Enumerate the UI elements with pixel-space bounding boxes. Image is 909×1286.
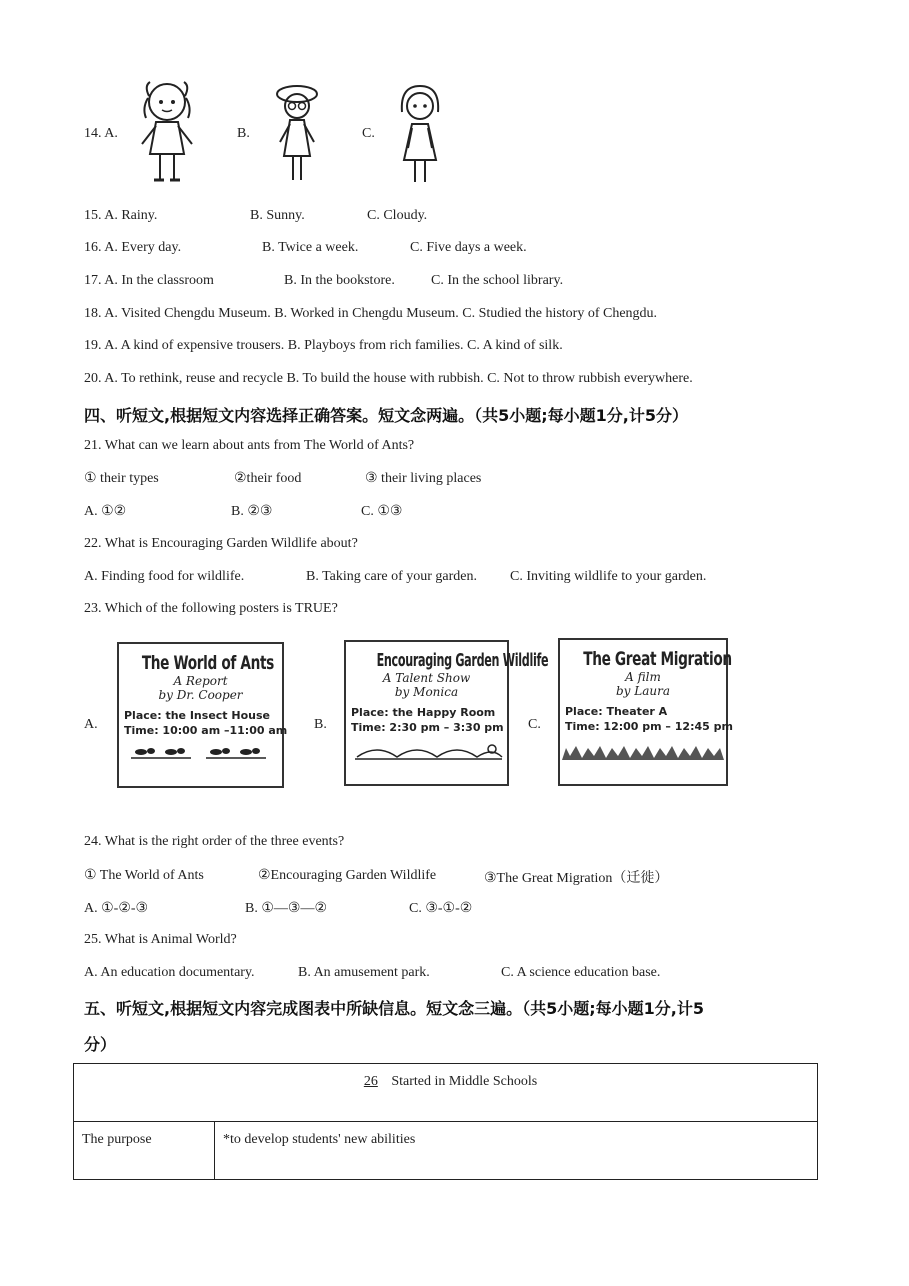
q22-option-c: C. Inviting wildlife to your garden. [510, 569, 707, 584]
q18-line: 18. A. Visited Chengdu Museum. B. Worked in Chengdu Museum. C. Studied the history of Chengdu. [84, 306, 658, 321]
table-title-cell [74, 1064, 818, 1122]
q15-option-b: B. Sunny. [250, 208, 305, 223]
q16-option-c: C. Five days a week. [410, 240, 527, 255]
q16-option-b: B. Twice a week. [262, 240, 359, 255]
garden-decoration-icon [347, 735, 507, 763]
q21-question: 21. What can we learn about ants from The World of Ants? [84, 438, 415, 453]
poster-title: Encouraging Garden Wildlife [376, 650, 549, 671]
q21-item-3: ③ their living places [365, 471, 482, 486]
girl-short-hair-picture [390, 82, 450, 186]
girl-hat-glasses-picture [266, 80, 328, 184]
q24-option-c: C. ③-①-② [409, 901, 473, 916]
poster-author: by Monica [394, 685, 459, 699]
section-4-heading: 四、听短文,根据短文内容选择正确答案。短文念两遍。（共5小题;每小题1分,计5分） [84, 406, 688, 425]
poster-time: Time: 2:30 pm – 3:30 pm [351, 721, 504, 734]
section-5-heading-continued: 分） [84, 1035, 117, 1054]
poster-subtitle: A film [625, 670, 661, 684]
poster-place: Place: Theater A [565, 705, 668, 718]
poster-garden-wildlife [344, 640, 549, 786]
q24-item-2: ②Encouraging Garden Wildlife [258, 868, 437, 883]
q23-option-c: C. [528, 717, 541, 732]
q21-option-c: C. ①③ [361, 504, 403, 519]
q25-question: 25. What is Animal World? [84, 932, 237, 947]
q21-item-1: ① their types [84, 471, 159, 486]
ants-decoration-icon [121, 738, 281, 762]
q24-question: 24. What is the right order of the three events? [84, 834, 345, 849]
q16-option-a: 16. A. Every day. [84, 240, 182, 255]
q17-option-a: 17. A. In the classroom [84, 273, 214, 288]
section-5-heading: 五、听短文,根据短文内容完成图表中所缺信息。短文念三遍。（共5小题;每小题1分,计5 [84, 999, 704, 1018]
q21-option-a: A. ①② [84, 504, 127, 519]
girl-pigtails-picture [134, 78, 200, 186]
q25-option-b: B. An amusement park. [298, 965, 430, 980]
q24-item-1: ① The World of Ants [84, 868, 204, 883]
poster-title: The World of Ants [141, 652, 274, 674]
q20-line: 20. A. To rethink, reuse and recycle B. To build the house with rubbish. C. Not to throw rubbish everywhere. [84, 371, 693, 386]
poster-world-of-ants [117, 642, 288, 788]
poster-time: Time: 12:00 pm – 12:45 pm [565, 720, 733, 733]
answer-blank-26[interactable]: 26 [363, 1074, 378, 1089]
q23-option-b: B. [314, 717, 327, 732]
table-row-value: *to develop students' new abilities [215, 1122, 818, 1180]
poster-author: by Dr. Cooper [158, 688, 243, 702]
q14-label: 14. A. [84, 126, 118, 141]
table-title-text: Started in Middle Schools [387, 1074, 538, 1089]
q24-option-a: A. ①-②-③ [84, 901, 149, 916]
q25-option-a: A. An education documentary. [84, 965, 255, 980]
q22-option-b: B. Taking care of your garden. [306, 569, 477, 584]
table-row-label: The purpose [74, 1122, 215, 1180]
q21-item-2: ②their food [234, 471, 302, 486]
q22-option-a: A. Finding food for wildlife. [84, 569, 245, 584]
poster-place: Place: the Happy Room [351, 706, 496, 719]
q14-option-b: B. [237, 126, 250, 141]
poster-subtitle: A Talent Show [382, 671, 471, 685]
q23-question: 23. Which of the following posters is TRUE? [84, 601, 338, 616]
q17-option-c: C. In the school library. [431, 273, 564, 288]
info-table [73, 1063, 818, 1180]
q23-option-a: A. [84, 717, 98, 732]
q25-option-c: C. A science education base. [501, 965, 661, 980]
poster-place: Place: the Insect House [124, 709, 270, 722]
q22-question: 22. What is Encouraging Garden Wildlife about? [84, 536, 358, 551]
q24-option-b: B. ①—③—② [245, 901, 327, 916]
q21-option-b: B. ②③ [231, 504, 273, 519]
poster-great-migration [558, 638, 733, 786]
q15-option-c: C. Cloudy. [367, 208, 428, 223]
poster-title: The Great Migration [583, 648, 732, 670]
poster-time: Time: 10:00 am –11:00 am [124, 724, 288, 737]
q19-line: 19. A. A kind of expensive trousers. B. Playboys from rich families. C. A kind of silk. [84, 338, 563, 353]
q15-option-a: 15. A. Rainy. [84, 208, 158, 223]
herd-decoration-icon [560, 734, 726, 762]
q14-option-c: C. [362, 126, 375, 141]
poster-subtitle: A Report [173, 674, 228, 688]
q24-item-3: ③The Great Migration（迁徙） [484, 871, 669, 886]
poster-author: by Laura [615, 684, 671, 698]
q17-option-b: B. In the bookstore. [284, 273, 395, 288]
